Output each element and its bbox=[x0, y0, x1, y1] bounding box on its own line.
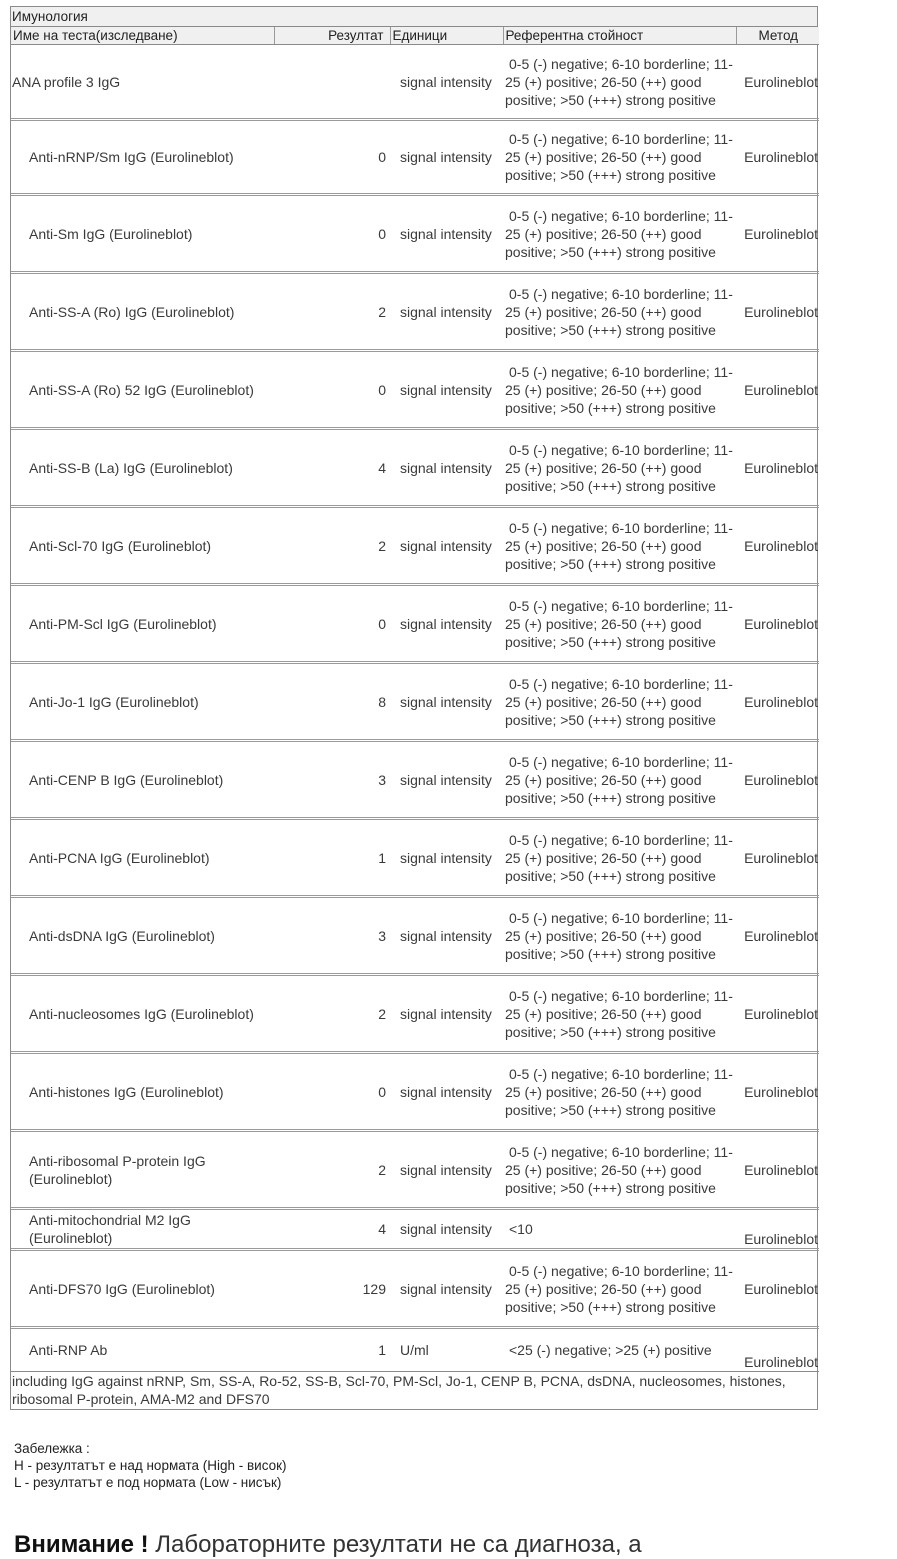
table-row bbox=[11, 1328, 819, 1372]
column-header-name: Име на теста(изследване) bbox=[11, 27, 274, 45]
test-result: 0 bbox=[378, 149, 386, 165]
test-reference: 0-5 (-) negative; 6-10 borderline; 11-25 (+) positive; 26-50 (++) good positive; >50 (+++) strong positive bbox=[505, 441, 733, 494]
note-low: L - резултатът е под нормата (Low - нисък) bbox=[14, 1475, 282, 1490]
test-reference: 0-5 (-) negative; 6-10 borderline; 11-25 (+) positive; 26-50 (++) good positive; >50 (+++) strong positive bbox=[505, 131, 733, 183]
test-method: Eurolineblot bbox=[744, 381, 818, 398]
test-name: Anti-RNP Ab bbox=[29, 1342, 108, 1358]
test-units: U/ml bbox=[400, 1342, 429, 1358]
test-reference: 0-5 (-) negative; 6-10 borderline; 11-25 (+) positive; 26-50 (++) good positive; >50 (+++) strong positive bbox=[505, 285, 733, 338]
test-units: signal intensity bbox=[400, 1221, 492, 1237]
test-name: Anti-SS-A (Ro) IgG (Eurolineblot) bbox=[29, 303, 235, 320]
test-units: signal intensity bbox=[400, 927, 492, 944]
column-header-reference: Референтна стойност bbox=[503, 27, 736, 45]
test-method: Eurolineblot bbox=[744, 73, 818, 90]
test-result: 3 bbox=[378, 927, 386, 944]
test-method: Eurolineblot bbox=[744, 771, 818, 788]
test-method: Eurolineblot bbox=[744, 1280, 818, 1297]
test-units: signal intensity bbox=[400, 537, 492, 554]
test-reference: <25 (-) negative; >25 (+) positive bbox=[509, 1342, 712, 1358]
test-result: 0 bbox=[378, 225, 386, 242]
test-method: Eurolineblot bbox=[744, 849, 818, 866]
test-result: 2 bbox=[378, 303, 386, 320]
test-units: signal intensity bbox=[400, 73, 492, 90]
test-reference: 0-5 (-) negative; 6-10 borderline; 11-25 (+) positive; 26-50 (++) good positive; >50 (+++) strong positive bbox=[505, 597, 733, 650]
test-method: Eurolineblot bbox=[744, 149, 818, 165]
test-reference: 0-5 (-) negative; 6-10 borderline; 11-25 (+) positive; 26-50 (++) good positive; >50 (+++) strong positive bbox=[505, 1262, 733, 1315]
test-method: Eurolineblot bbox=[744, 927, 818, 944]
test-name: ANA profile 3 IgG bbox=[12, 73, 121, 90]
test-reference: 0-5 (-) negative; 6-10 borderline; 11-25 (+) positive; 26-50 (++) good positive; >50 (+++) strong positive bbox=[505, 207, 733, 260]
test-name: Anti-ribosomal P-protein IgG (Eurolineblot) bbox=[29, 1152, 206, 1187]
test-method: Eurolineblot bbox=[744, 1005, 818, 1022]
test-name: Anti-CENP B IgG (Eurolineblot) bbox=[29, 771, 224, 788]
test-name: Anti-SS-B (La) IgG (Eurolineblot) bbox=[29, 459, 233, 476]
test-result: 8 bbox=[378, 693, 386, 710]
test-result: 2 bbox=[378, 537, 386, 554]
test-name: Anti-PM-Scl IgG (Eurolineblot) bbox=[29, 615, 217, 632]
test-name: Anti-DFS70 IgG (Eurolineblot) bbox=[29, 1280, 215, 1297]
table-header-row bbox=[11, 27, 819, 45]
test-name: Anti-Jo-1 IgG (Eurolineblot) bbox=[29, 693, 199, 710]
test-reference: 0-5 (-) negative; 6-10 borderline; 11-25 (+) positive; 26-50 (++) good positive; >50 (+++) strong positive bbox=[505, 753, 733, 806]
test-name: Anti-nucleosomes IgG (Eurolineblot) bbox=[29, 1005, 254, 1022]
table-row bbox=[11, 1209, 819, 1250]
test-method: Eurolineblot bbox=[744, 459, 818, 476]
test-name: Anti-nRNP/Sm IgG (Eurolineblot) bbox=[29, 149, 234, 165]
attention-notice bbox=[14, 1531, 642, 1559]
test-units: signal intensity bbox=[400, 459, 492, 476]
test-result: 1 bbox=[378, 1342, 386, 1358]
table-row bbox=[11, 741, 819, 819]
test-units: signal intensity bbox=[400, 303, 492, 320]
table-row bbox=[11, 897, 819, 975]
test-name: Anti-mitochondrial M2 IgG (Eurolineblot) bbox=[29, 1212, 191, 1246]
test-result: 4 bbox=[378, 459, 386, 476]
test-result: 4 bbox=[378, 1221, 386, 1237]
test-method: Eurolineblot bbox=[744, 303, 818, 320]
test-result: 129 bbox=[362, 1280, 386, 1297]
test-reference: 0-5 (-) negative; 6-10 borderline; 11-25 (+) positive; 26-50 (++) good positive; >50 (+++) strong positive bbox=[505, 55, 733, 108]
note-high: H - резултатът е над нормата (High - висок) bbox=[14, 1458, 287, 1473]
test-units: signal intensity bbox=[400, 1161, 492, 1178]
test-reference: 0-5 (-) negative; 6-10 borderline; 11-25 (+) positive; 26-50 (++) good positive; >50 (+++) strong positive bbox=[505, 1143, 733, 1196]
test-result: 2 bbox=[378, 1161, 386, 1178]
table-row bbox=[11, 45, 819, 120]
results-table bbox=[11, 27, 819, 1372]
table-row bbox=[11, 429, 819, 507]
test-method: Eurolineblot bbox=[744, 1083, 818, 1100]
test-units: signal intensity bbox=[400, 1083, 492, 1100]
test-units: signal intensity bbox=[400, 615, 492, 632]
table-row bbox=[11, 663, 819, 741]
test-reference: 0-5 (-) negative; 6-10 borderline; 11-25 (+) positive; 26-50 (++) good positive; >50 (+++) strong positive bbox=[505, 1065, 733, 1118]
attention-label: Внимание ! bbox=[14, 1531, 149, 1558]
table-row bbox=[11, 1053, 819, 1131]
test-units: signal intensity bbox=[400, 849, 492, 866]
table-row bbox=[11, 507, 819, 585]
table-row bbox=[11, 273, 819, 351]
test-reference: 0-5 (-) negative; 6-10 borderline; 11-25 (+) positive; 26-50 (++) good positive; >50 (+++) strong positive bbox=[505, 675, 733, 728]
test-name: Anti-Scl-70 IgG (Eurolineblot) bbox=[29, 537, 212, 554]
test-units: signal intensity bbox=[400, 1005, 492, 1022]
test-reference: 0-5 (-) negative; 6-10 borderline; 11-25 (+) positive; 26-50 (++) good positive; >50 (+++) strong positive bbox=[505, 987, 733, 1040]
test-units: signal intensity bbox=[400, 771, 492, 788]
column-header-result: Резултат bbox=[274, 27, 390, 45]
test-method: Eurolineblot bbox=[744, 1231, 818, 1247]
test-name: Anti-SS-A (Ro) 52 IgG (Eurolineblot) bbox=[29, 381, 254, 398]
test-name: Anti-PCNA IgG (Eurolineblot) bbox=[29, 849, 210, 866]
test-method: Eurolineblot bbox=[744, 615, 818, 632]
section-title: Имунология bbox=[11, 7, 817, 27]
test-result: 2 bbox=[378, 1005, 386, 1022]
attention-text: Лабораторните резултати не са диагноза, а bbox=[155, 1531, 642, 1558]
test-units: signal intensity bbox=[400, 225, 492, 242]
test-method: Eurolineblot bbox=[744, 693, 818, 710]
test-reference: <10 bbox=[509, 1221, 533, 1237]
test-units: signal intensity bbox=[400, 693, 492, 710]
table-row bbox=[11, 195, 819, 273]
test-method: Eurolineblot bbox=[744, 1161, 818, 1178]
test-result: 3 bbox=[378, 771, 386, 788]
column-header-units: Единици bbox=[390, 27, 503, 45]
table-row bbox=[11, 120, 819, 195]
table-row bbox=[11, 1250, 819, 1328]
test-name: Anti-Sm IgG (Eurolineblot) bbox=[29, 225, 193, 242]
column-header-method: Метод bbox=[736, 27, 819, 45]
test-reference: 0-5 (-) negative; 6-10 borderline; 11-25 (+) positive; 26-50 (++) good positive; >50 (+++) strong positive bbox=[505, 909, 733, 962]
test-reference: 0-5 (-) negative; 6-10 borderline; 11-25 (+) positive; 26-50 (++) good positive; >50 (+++) strong positive bbox=[505, 831, 733, 884]
test-result: 1 bbox=[378, 849, 386, 866]
test-result bbox=[274, 45, 390, 120]
test-result: 0 bbox=[378, 615, 386, 632]
test-method: Eurolineblot bbox=[744, 225, 818, 242]
test-reference: 0-5 (-) negative; 6-10 borderline; 11-25 (+) positive; 26-50 (++) good positive; >50 (+++) strong positive bbox=[505, 363, 733, 416]
immunology-report bbox=[10, 6, 818, 1410]
table-row bbox=[11, 351, 819, 429]
test-units: signal intensity bbox=[400, 1280, 492, 1297]
table-row bbox=[11, 975, 819, 1053]
test-method: Eurolineblot bbox=[744, 537, 818, 554]
test-method: Eurolineblot bbox=[744, 1354, 818, 1370]
test-result: 0 bbox=[378, 1083, 386, 1100]
test-result: 0 bbox=[378, 381, 386, 398]
test-reference: 0-5 (-) negative; 6-10 borderline; 11-25 (+) positive; 26-50 (++) good positive; >50 (+++) strong positive bbox=[505, 519, 733, 572]
test-units: signal intensity bbox=[400, 149, 492, 165]
test-name: Anti-histones IgG (Eurolineblot) bbox=[29, 1083, 224, 1100]
table-row bbox=[11, 585, 819, 663]
test-name: Anti-dsDNA IgG (Eurolineblot) bbox=[29, 927, 215, 944]
table-row bbox=[11, 1131, 819, 1209]
panel-footnote: including IgG against nRNP, Sm, SS-A, Ro-52, SS-B, Scl-70, PM-Scl, Jo-1, CENP B, PCNA, dsDNA, nucleosomes, histones, ribosomal P-protein, AMA-M2 and DFS70 bbox=[12, 1373, 786, 1407]
table-row bbox=[11, 819, 819, 897]
test-units: signal intensity bbox=[400, 381, 492, 398]
notes-block bbox=[14, 1440, 287, 1491]
notes-title: Забележка : bbox=[14, 1441, 90, 1456]
